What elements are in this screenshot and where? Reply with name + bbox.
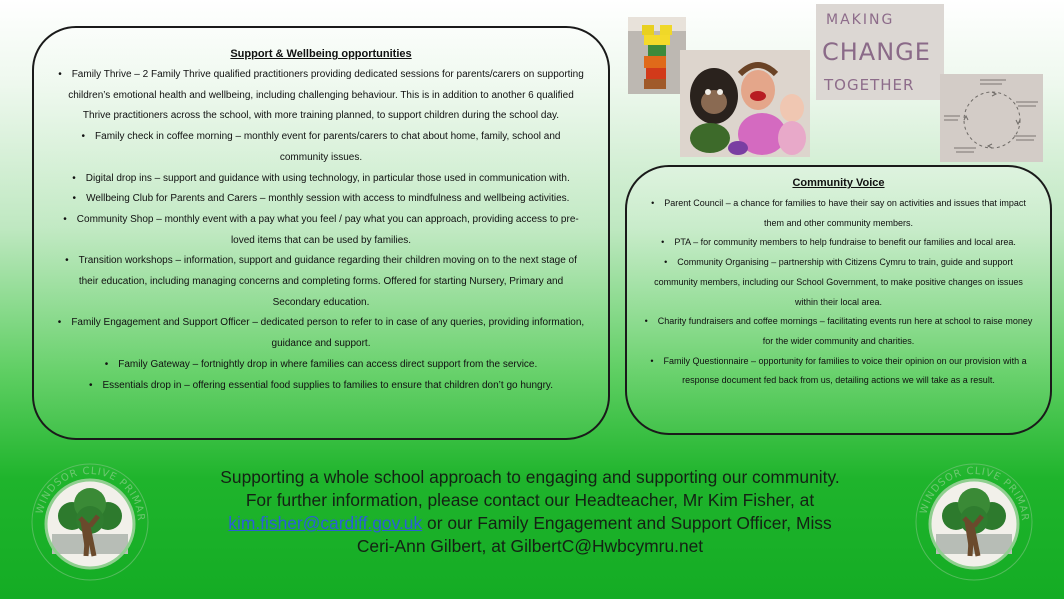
community-voice-list [639, 194, 1038, 391]
school-logo-left [28, 460, 152, 584]
footer-line-1: Supporting a whole school approach to engaging and supporting our community. [220, 467, 840, 487]
change-text: CHANGE [822, 38, 931, 66]
list-item: • PTA – for community members to help fundraise to benefit our families and local area. [639, 233, 1038, 253]
support-wellbeing-panel [32, 26, 610, 440]
footer-line-4: Ceri-Ann Gilbert, at GilbertC@Hwbcymru.net [356, 536, 704, 556]
footer-line-3-text: or our Family Engagement and Support Officer, Miss [422, 513, 832, 533]
list-item: • Family check in coffee morning – monthly event for parents/carers to chat about home, family, school and community issues. [52, 127, 590, 168]
list-item: • Family Gateway – fortnightly drop in where families can access direct support from the service. [52, 355, 590, 376]
making-text: MAKING [826, 12, 895, 28]
support-wellbeing-list [52, 65, 590, 396]
support-wellbeing-heading: Support & Wellbeing opportunities [230, 48, 412, 60]
list-item: • Parent Council – a chance for families to have their say on activities and issues that impact them and other community members. [639, 194, 1038, 233]
logo-text-right: WINDSOR CLIVE PRIMAR [918, 465, 1031, 522]
list-item: • Family Thrive – 2 Family Thrive qualified practitioners providing dedicated sessions for parents/carers on supporting children’s emotional health and wellbeing, including challenging behaviour. This is in addition to another 6 qualified Thrive practitioners across the school, with more training planned, to support children during the school day. [52, 65, 590, 127]
logo-text-left: WINDSOR CLIVE PRIMAR [34, 465, 147, 522]
school-logo-right [912, 460, 1036, 584]
footer-line-2: For further information, please contact our Headteacher, Mr Kim Fisher, at [245, 490, 815, 510]
making-change-together-photo [816, 4, 944, 100]
headteacher-email-link[interactable]: kim.fisher@cardiff.gov.uk [228, 513, 423, 533]
list-item: • Essentials drop in – offering essential food supplies to families to ensure that children don’t go hungry. [52, 376, 590, 397]
cycle-diagram-photo [940, 74, 1043, 162]
community-voice-heading: Community Voice [792, 177, 885, 189]
building-blocks-photo [628, 17, 686, 94]
community-voice-panel [625, 165, 1052, 435]
list-item: • Family Questionnaire – opportunity for families to voice their opinion on our provision with a response document fed back from us, detailing actions we will take as a result. [639, 352, 1038, 391]
list-item: • Charity fundraisers and coffee mornings – facilitating events run here at school to raise money for the wider community and charities. [639, 312, 1038, 351]
together-text: TOGETHER [824, 76, 915, 94]
list-item: • Community Shop – monthly event with a pay what you feel / pay what you can approach, providing access to pre-loved items that can be used by families. [52, 210, 590, 251]
list-item: • Community Organising – partnership with Citizens Cymru to train, guide and support community members, including our School Government, to make positive changes on issues within their local area. [639, 253, 1038, 312]
list-item: • Transition workshops – information, support and guidance regarding their children moving on to the next stage of their education, including managing concerns and completing forms. Offered for starting Nursery, Primary and Secondary education. [52, 251, 590, 313]
footer-line-3 [160, 512, 900, 535]
list-item: • Digital drop ins – support and guidance with using technology, in particular those used in communication with. [52, 169, 590, 190]
list-item: • Family Engagement and Support Officer – dedicated person to refer to in case of any queries, providing information, guidance and support. [52, 313, 590, 354]
list-item: • Wellbeing Club for Parents and Carers – monthly session with access to mindfulness and wellbeing activities. [52, 189, 590, 210]
puppets-photo [680, 50, 810, 157]
